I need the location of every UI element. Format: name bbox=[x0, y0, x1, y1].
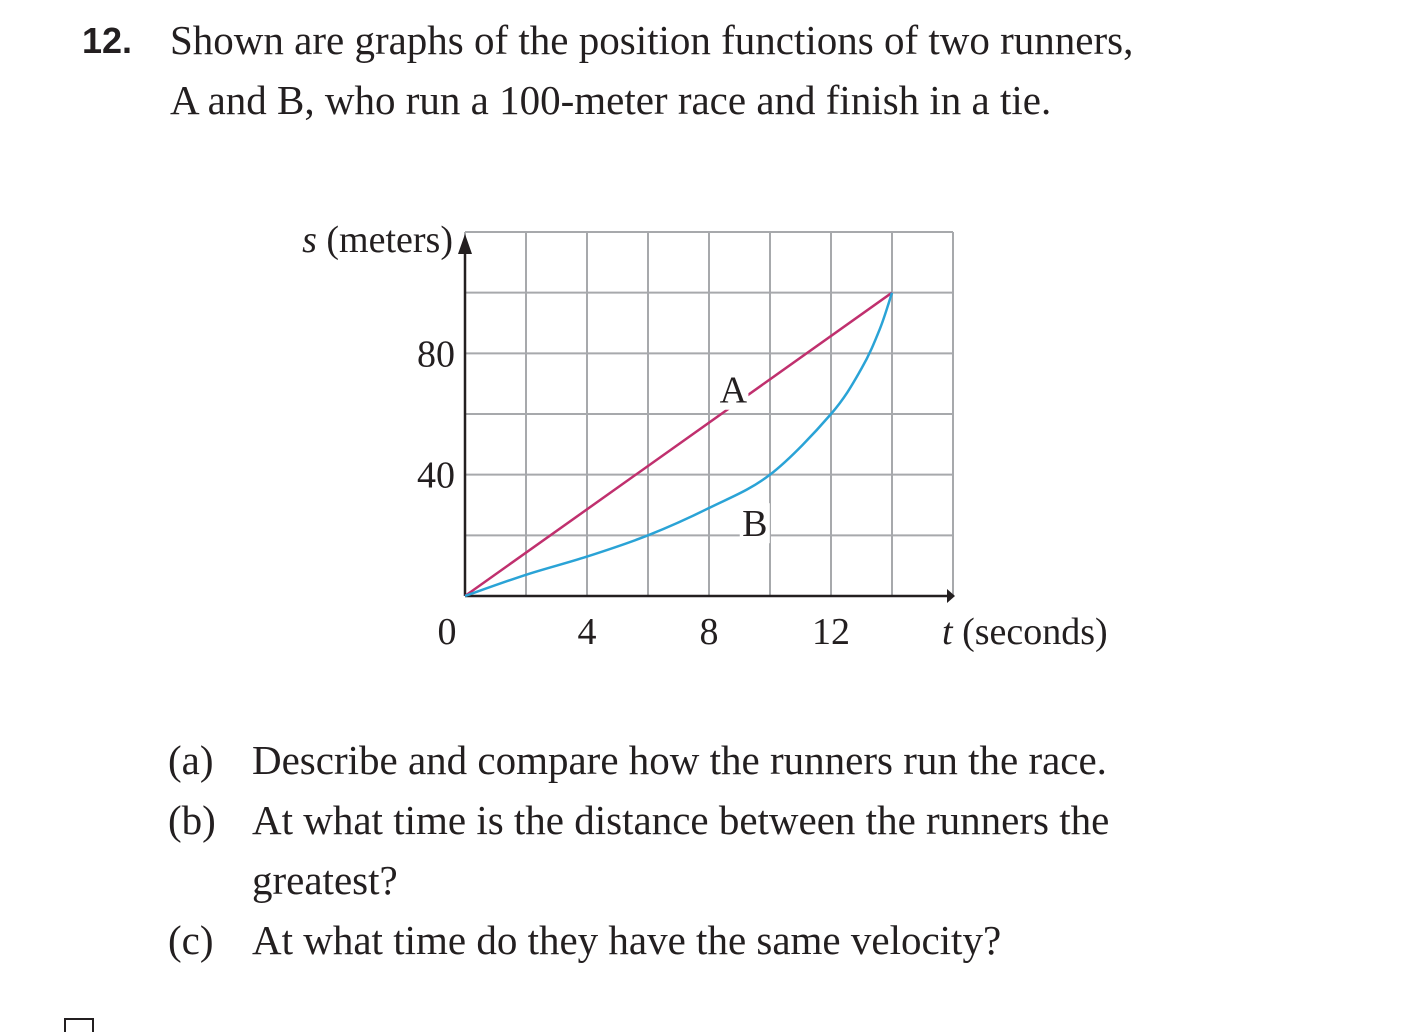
series-line-a bbox=[465, 293, 892, 596]
problem-number: 12. bbox=[82, 20, 133, 61]
x-tick-label: 12 bbox=[812, 611, 850, 653]
question-b-continued bbox=[168, 850, 1368, 910]
question-letter: (c) bbox=[168, 917, 214, 963]
question-text: greatest? bbox=[252, 857, 398, 903]
y-axis-arrow-icon bbox=[458, 234, 472, 254]
page-corner-mark bbox=[64, 1018, 94, 1032]
series-label-a: A bbox=[719, 369, 748, 412]
problem-statement-line-2: A and B, who run a 100-meter race and finish in a tie. bbox=[170, 77, 1052, 123]
question-text: At what time is the distance between the runners the bbox=[252, 797, 1110, 843]
question-a bbox=[168, 730, 1368, 790]
question-c bbox=[168, 910, 1368, 970]
grid bbox=[465, 232, 953, 596]
question-text: Describe and compare how the runners run the race. bbox=[252, 737, 1107, 783]
problem-statement-line-1: Shown are graphs of the position functions of two runners, bbox=[170, 17, 1134, 63]
data-series bbox=[465, 293, 892, 596]
question-text: At what time do they have the same velocity? bbox=[252, 917, 1002, 963]
x-tick-label: 8 bbox=[699, 611, 719, 653]
series-label-b: B bbox=[742, 503, 768, 546]
question-letter: (b) bbox=[168, 797, 216, 843]
y-tick-label: 80 bbox=[417, 333, 455, 376]
x-tick-label: 4 bbox=[577, 611, 597, 653]
question-b bbox=[168, 790, 1368, 850]
graph-labels bbox=[302, 219, 1108, 653]
y-axis-label: s (meters) bbox=[302, 219, 453, 261]
x-tick-label: 0 bbox=[437, 611, 457, 653]
x-axis-label: t (seconds) bbox=[942, 611, 1108, 653]
question-list bbox=[168, 730, 1368, 970]
question-letter: (a) bbox=[168, 737, 214, 783]
y-tick-label: 40 bbox=[417, 454, 455, 497]
